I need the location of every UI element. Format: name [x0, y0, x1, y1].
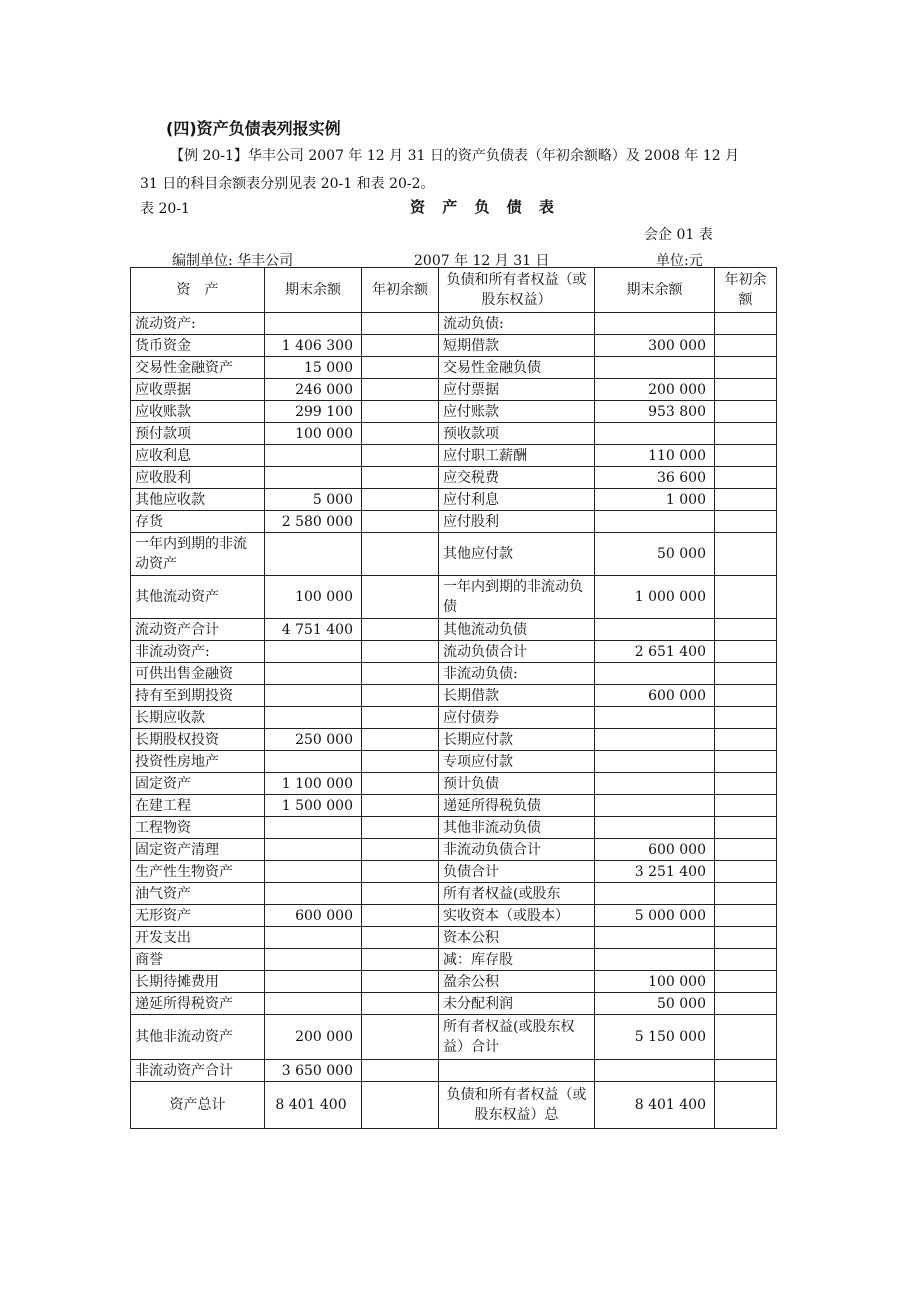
liability-end-balance: 953 800: [595, 401, 715, 423]
liability-end-balance: [595, 423, 715, 445]
liability-item: 一年内到期的非流动负债: [439, 576, 595, 619]
table-row: [131, 861, 777, 883]
asset-begin-balance: [362, 423, 439, 445]
liability-item: 其他流动负债: [439, 619, 595, 641]
asset-item: 持有至到期投资: [131, 685, 265, 707]
asset-end-balance: 1 100 000: [265, 773, 362, 795]
asset-item: 无形资产: [131, 905, 265, 927]
table-row: [131, 313, 777, 335]
asset-begin-balance: [362, 817, 439, 839]
liability-end-balance: [595, 883, 715, 905]
liability-end-balance: 600 000: [595, 839, 715, 861]
asset-item: 长期股权投资: [131, 729, 265, 751]
asset-end-balance: [265, 839, 362, 861]
asset-begin-balance: [362, 839, 439, 861]
asset-begin-balance: [362, 905, 439, 927]
asset-begin-balance: [362, 751, 439, 773]
liability-begin-balance: [715, 533, 777, 576]
asset-begin-balance: [362, 445, 439, 467]
asset-begin-balance: [362, 729, 439, 751]
header-begin-balance: 年初余额: [362, 268, 439, 313]
table-row: [131, 1015, 777, 1060]
liability-begin-balance: [715, 927, 777, 949]
asset-end-balance: [265, 751, 362, 773]
liability-end-balance: 1 000: [595, 489, 715, 511]
asset-begin-balance: [362, 467, 439, 489]
table-row: [131, 445, 777, 467]
asset-item: 其他流动资产: [131, 576, 265, 619]
liability-begin-balance: [715, 1015, 777, 1060]
table-row: [131, 511, 777, 533]
table-row: [131, 883, 777, 905]
liability-end-balance: 3 251 400: [595, 861, 715, 883]
asset-begin-balance: [362, 533, 439, 576]
liability-begin-balance: [715, 795, 777, 817]
liability-begin-balance: [715, 313, 777, 335]
liability-item: 预计负债: [439, 773, 595, 795]
asset-item: 流动资产:: [131, 313, 265, 335]
asset-end-balance: [265, 641, 362, 663]
asset-begin-balance: [362, 685, 439, 707]
liability-item: 实收资本（或股本）: [439, 905, 595, 927]
table-row: [131, 663, 777, 685]
liability-item: 其他非流动负债: [439, 817, 595, 839]
liability-begin-balance: [715, 489, 777, 511]
asset-begin-balance: [362, 489, 439, 511]
liability-item: 所有者权益(或股东: [439, 883, 595, 905]
asset-end-balance: [265, 533, 362, 576]
liability-begin-balance: [715, 861, 777, 883]
liability-item: 应付股利: [439, 511, 595, 533]
balance-sheet-table: [130, 267, 777, 1129]
liability-end-balance: [595, 751, 715, 773]
liability-end-balance: [595, 707, 715, 729]
liability-begin-balance: [715, 1060, 777, 1082]
liability-end-balance: 50 000: [595, 533, 715, 576]
liability-item: 非流动负债合计: [439, 839, 595, 861]
asset-end-balance: 4 751 400: [265, 619, 362, 641]
asset-item: 非流动资产合计: [131, 1060, 265, 1082]
asset-begin-balance: [362, 795, 439, 817]
liability-item: 应付职工薪酬: [439, 445, 595, 467]
liability-end-balance: 100 000: [595, 971, 715, 993]
asset-item: 固定资产: [131, 773, 265, 795]
liability-begin-balance: [715, 467, 777, 489]
intro-line-2: 31 日的科目余额表分别见表 20-1 和表 20-2。: [140, 176, 435, 192]
liability-item: 盈余公积: [439, 971, 595, 993]
asset-end-balance: [265, 927, 362, 949]
table-row: [131, 707, 777, 729]
table-row: [131, 576, 777, 619]
asset-end-balance: 3 650 000: [265, 1060, 362, 1082]
table-row: [131, 401, 777, 423]
asset-begin-balance: [362, 641, 439, 663]
asset-begin-balance: [362, 1082, 439, 1129]
asset-end-balance: 600 000: [265, 905, 362, 927]
asset-begin-balance: [362, 335, 439, 357]
asset-end-balance: [265, 993, 362, 1015]
liability-begin-balance: [715, 576, 777, 619]
liability-item: 应付账款: [439, 401, 595, 423]
liability-end-balance: 300 000: [595, 335, 715, 357]
liability-item: 应交税费: [439, 467, 595, 489]
asset-item: 工程物资: [131, 817, 265, 839]
liability-end-balance: 36 600: [595, 467, 715, 489]
liability-item: 未分配利润: [439, 993, 595, 1015]
asset-item: 一年内到期的非流动资产: [131, 533, 265, 576]
liability-begin-balance: [715, 971, 777, 993]
table-row: [131, 489, 777, 511]
table-header-row: [131, 268, 777, 313]
table-row: [131, 379, 777, 401]
asset-begin-balance: [362, 379, 439, 401]
table-row: [131, 729, 777, 751]
asset-begin-balance: [362, 883, 439, 905]
liability-item: 递延所得税负债: [439, 795, 595, 817]
asset-end-balance: 2 580 000: [265, 511, 362, 533]
liability-begin-balance: [715, 839, 777, 861]
section-heading: (四)资产负债表列报实例: [166, 119, 341, 138]
liability-begin-balance: [715, 401, 777, 423]
asset-item: 货币资金: [131, 335, 265, 357]
liability-item: 交易性金融负债: [439, 357, 595, 379]
liability-item: 非流动负债:: [439, 663, 595, 685]
asset-end-balance: 100 000: [265, 423, 362, 445]
liability-item: 流动负债:: [439, 313, 595, 335]
asset-begin-balance: [362, 511, 439, 533]
liability-item: 应付债券: [439, 707, 595, 729]
table-label: 表 20-1: [140, 201, 190, 217]
liability-end-balance: 5 150 000: [595, 1015, 715, 1060]
liability-item: 应付利息: [439, 489, 595, 511]
asset-begin-balance: [362, 927, 439, 949]
liability-begin-balance: [715, 1082, 777, 1129]
asset-end-balance: 100 000: [265, 576, 362, 619]
table-row: [131, 949, 777, 971]
asset-item: 其他应收款: [131, 489, 265, 511]
header-liabilities-equity: 负债和所有者权益（或股东权益）: [439, 268, 595, 313]
asset-item: 投资性房地产: [131, 751, 265, 773]
liability-item: 长期借款: [439, 685, 595, 707]
table-row: [131, 993, 777, 1015]
asset-item: 长期应收款: [131, 707, 265, 729]
table-row: [131, 971, 777, 993]
asset-item: 应收账款: [131, 401, 265, 423]
intro-paragraph: [140, 142, 790, 198]
asset-end-balance: [265, 971, 362, 993]
liability-end-balance: [595, 773, 715, 795]
liability-begin-balance: [715, 729, 777, 751]
header-end-balance-2: 期末余额: [595, 268, 715, 313]
liability-begin-balance: [715, 357, 777, 379]
table-row: [131, 467, 777, 489]
intro-line-1: 【例 20-1】华丰公司 2007 年 12 月 31 日的资产负债表（年初余额略）及 2008 年 12 月: [170, 148, 740, 164]
asset-begin-balance: [362, 576, 439, 619]
table-row: [131, 905, 777, 927]
liability-end-balance: [595, 1060, 715, 1082]
asset-begin-balance: [362, 1060, 439, 1082]
asset-item: 非流动资产:: [131, 641, 265, 663]
asset-end-balance: 1 406 300: [265, 335, 362, 357]
liability-end-balance: [595, 663, 715, 685]
asset-begin-balance: [362, 619, 439, 641]
unit-label: 单位:元: [656, 253, 703, 269]
asset-end-balance: [265, 817, 362, 839]
liability-end-balance: 50 000: [595, 993, 715, 1015]
liability-begin-balance: [715, 883, 777, 905]
asset-end-balance: [265, 949, 362, 971]
asset-end-balance: [265, 663, 362, 685]
table-row: [131, 1082, 777, 1129]
asset-end-balance: [265, 445, 362, 467]
liability-item: 应付票据: [439, 379, 595, 401]
asset-end-balance: 5 000: [265, 489, 362, 511]
table-row: [131, 1060, 777, 1082]
asset-item: 应收票据: [131, 379, 265, 401]
liability-begin-balance: [715, 685, 777, 707]
liability-begin-balance: [715, 707, 777, 729]
header-end-balance: 期末余额: [265, 268, 362, 313]
header-begin-balance-2: 年初余额: [715, 268, 777, 313]
asset-end-balance: 299 100: [265, 401, 362, 423]
header-assets: 资 产: [131, 268, 265, 313]
asset-item: 开发支出: [131, 927, 265, 949]
liability-begin-balance: [715, 751, 777, 773]
liability-item: [439, 1060, 595, 1082]
table-row: [131, 533, 777, 576]
liability-end-balance: 2 651 400: [595, 641, 715, 663]
table-row: [131, 423, 777, 445]
prepared-by: 编制单位: 华丰公司: [172, 253, 294, 269]
liability-item: 专项应付款: [439, 751, 595, 773]
asset-begin-balance: [362, 861, 439, 883]
asset-end-balance: [265, 707, 362, 729]
liability-end-balance: [595, 313, 715, 335]
asset-end-balance: 246 000: [265, 379, 362, 401]
asset-begin-balance: [362, 971, 439, 993]
liability-begin-balance: [715, 949, 777, 971]
liability-end-balance: [595, 795, 715, 817]
asset-item: 油气资产: [131, 883, 265, 905]
liability-item: 负债合计: [439, 861, 595, 883]
table-row: [131, 619, 777, 641]
table-row: [131, 751, 777, 773]
liability-end-balance: [595, 949, 715, 971]
asset-item: 流动资产合计: [131, 619, 265, 641]
asset-end-balance: 200 000: [265, 1015, 362, 1060]
asset-end-balance: [265, 861, 362, 883]
liability-begin-balance: [715, 445, 777, 467]
liability-begin-balance: [715, 663, 777, 685]
liability-item: 其他应付款: [439, 533, 595, 576]
liability-item: 资本公积: [439, 927, 595, 949]
liability-begin-balance: [715, 773, 777, 795]
asset-item: 固定资产清理: [131, 839, 265, 861]
asset-begin-balance: [362, 707, 439, 729]
asset-item: 长期待摊费用: [131, 971, 265, 993]
liability-item: 短期借款: [439, 335, 595, 357]
liability-end-balance: 600 000: [595, 685, 715, 707]
asset-end-balance: [265, 883, 362, 905]
liability-begin-balance: [715, 993, 777, 1015]
liability-end-balance: 5 000 000: [595, 905, 715, 927]
asset-item: 应收股利: [131, 467, 265, 489]
asset-item: 在建工程: [131, 795, 265, 817]
asset-begin-balance: [362, 401, 439, 423]
liability-item: 长期应付款: [439, 729, 595, 751]
table-row: [131, 335, 777, 357]
liability-end-balance: 200 000: [595, 379, 715, 401]
asset-end-balance: [265, 685, 362, 707]
asset-item: 商誉: [131, 949, 265, 971]
asset-item: 递延所得税资产: [131, 993, 265, 1015]
report-date: 2007 年 12 月 31 日: [414, 253, 550, 269]
liability-begin-balance: [715, 905, 777, 927]
asset-end-balance: 15 000: [265, 357, 362, 379]
liability-item: 负债和所有者权益（或股东权益）总: [439, 1082, 595, 1129]
asset-item: 可供出售金融资: [131, 663, 265, 685]
liability-item: 预收款项: [439, 423, 595, 445]
table-row: [131, 839, 777, 861]
asset-item: 生产性生物资产: [131, 861, 265, 883]
liability-end-balance: [595, 817, 715, 839]
table-row: [131, 795, 777, 817]
liability-end-balance: 1 000 000: [595, 576, 715, 619]
form-number: 会企 01 表: [644, 227, 713, 243]
liability-item: 流动负债合计: [439, 641, 595, 663]
asset-begin-balance: [362, 993, 439, 1015]
asset-end-balance: 8 401 400: [265, 1082, 362, 1129]
table-row: [131, 641, 777, 663]
liability-item: 减：库存股: [439, 949, 595, 971]
asset-item: 存货: [131, 511, 265, 533]
liability-end-balance: 8 401 400: [595, 1082, 715, 1129]
liability-end-balance: [595, 729, 715, 751]
table-row: [131, 773, 777, 795]
liability-end-balance: [595, 619, 715, 641]
liability-end-balance: [595, 357, 715, 379]
asset-end-balance: 250 000: [265, 729, 362, 751]
asset-item: 其他非流动资产: [131, 1015, 265, 1060]
table-row: [131, 685, 777, 707]
asset-begin-balance: [362, 1015, 439, 1060]
liability-begin-balance: [715, 379, 777, 401]
liability-begin-balance: [715, 641, 777, 663]
asset-item: 资产总计: [131, 1082, 265, 1129]
asset-item: 交易性金融资产: [131, 357, 265, 379]
asset-begin-balance: [362, 313, 439, 335]
asset-end-balance: [265, 467, 362, 489]
liability-begin-balance: [715, 335, 777, 357]
asset-begin-balance: [362, 773, 439, 795]
liability-begin-balance: [715, 511, 777, 533]
table-row: [131, 817, 777, 839]
asset-begin-balance: [362, 357, 439, 379]
liability-end-balance: [595, 511, 715, 533]
table-title: 资 产 负 债 表: [410, 198, 560, 216]
asset-begin-balance: [362, 949, 439, 971]
liability-begin-balance: [715, 619, 777, 641]
asset-begin-balance: [362, 663, 439, 685]
asset-item: 预付款项: [131, 423, 265, 445]
asset-end-balance: [265, 313, 362, 335]
liability-end-balance: 110 000: [595, 445, 715, 467]
table-row: [131, 357, 777, 379]
liability-begin-balance: [715, 817, 777, 839]
asset-end-balance: 1 500 000: [265, 795, 362, 817]
liability-end-balance: [595, 927, 715, 949]
liability-begin-balance: [715, 423, 777, 445]
asset-item: 应收利息: [131, 445, 265, 467]
liability-item: 所有者权益(或股东权益）合计: [439, 1015, 595, 1060]
table-row: [131, 927, 777, 949]
